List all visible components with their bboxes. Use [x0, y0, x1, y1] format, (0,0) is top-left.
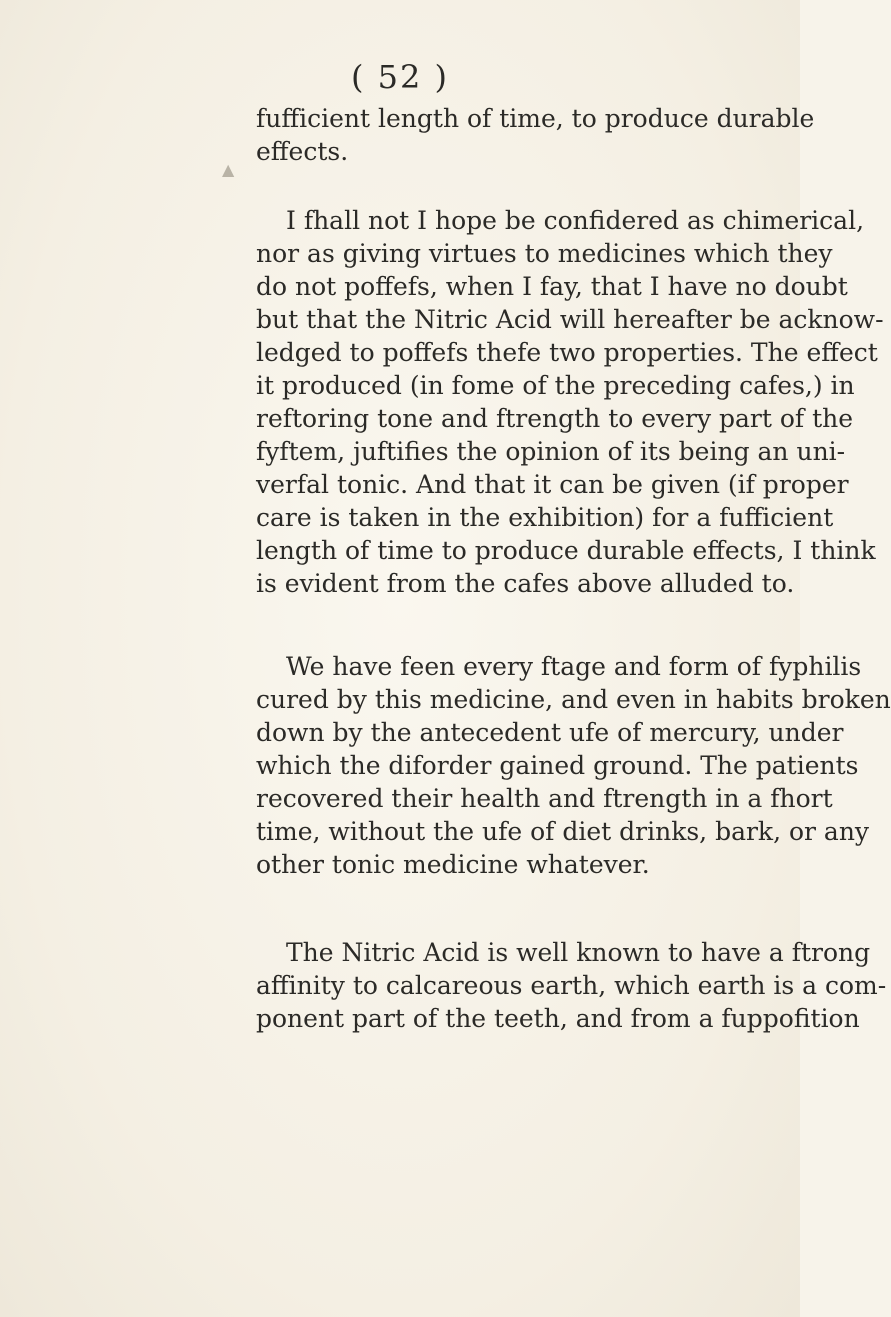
page-number: ( 52 )	[350, 58, 450, 96]
text-line: fyftem, juftifies the opinion of its being an uni-	[256, 437, 846, 466]
text-line: which the diforder gained ground. The patients	[256, 751, 859, 780]
text-line: ponent part of the teeth, and from a fuppofition	[256, 1004, 860, 1033]
text-line: affinity to calcareous earth, which earth is a com-	[256, 971, 887, 1000]
text-line: The Nitric Acid is well known to have a ftrong	[286, 938, 871, 967]
text-line: cured by this medicine, and even in habits broken	[256, 685, 891, 714]
text-line: nor as giving virtues to medicines which they	[256, 239, 833, 268]
text-line: recovered their health and ftrength in a fhort	[256, 784, 833, 813]
text-line: but that the Nitric Acid will hereafter be acknow-	[256, 305, 884, 334]
text-line: time, without the ufe of diet drinks, bark, or any	[256, 817, 870, 846]
paragraph-4	[256, 936, 887, 1035]
text-line: fufficient length of time, to produce durable	[256, 104, 815, 133]
text-line: effects.	[256, 137, 349, 166]
paragraph-3	[256, 650, 891, 881]
text-line: down by the antecedent ufe of mercury, under	[256, 718, 844, 747]
margin-mark: ▲	[222, 160, 235, 179]
text-line: other tonic medicine whatever.	[256, 850, 650, 879]
paragraph-2	[256, 204, 884, 600]
text-line: reftoring tone and ftrength to every part of the	[256, 404, 854, 433]
paragraph-1	[256, 102, 815, 168]
text-line: length of time to produce durable effects, I think	[256, 536, 876, 565]
text-line: verfal tonic. And that it can be given (if proper	[256, 470, 849, 499]
text-line: is evident from the cafes above alluded to.	[256, 569, 795, 598]
text-line: care is taken in the exhibition) for a fufficient	[256, 503, 834, 532]
text-line: do not poffefs, when I fay, that I have no doubt	[256, 272, 848, 301]
text-line: We have feen every ftage and form of fyphilis	[286, 652, 862, 681]
text-line: ledged to poffefs thefe two properties. The effect	[256, 338, 878, 367]
text-line: I fhall not I hope be confidered as chimerical,	[286, 206, 865, 235]
text-line: it produced (in fome of the preceding cafes,) in	[256, 371, 855, 400]
